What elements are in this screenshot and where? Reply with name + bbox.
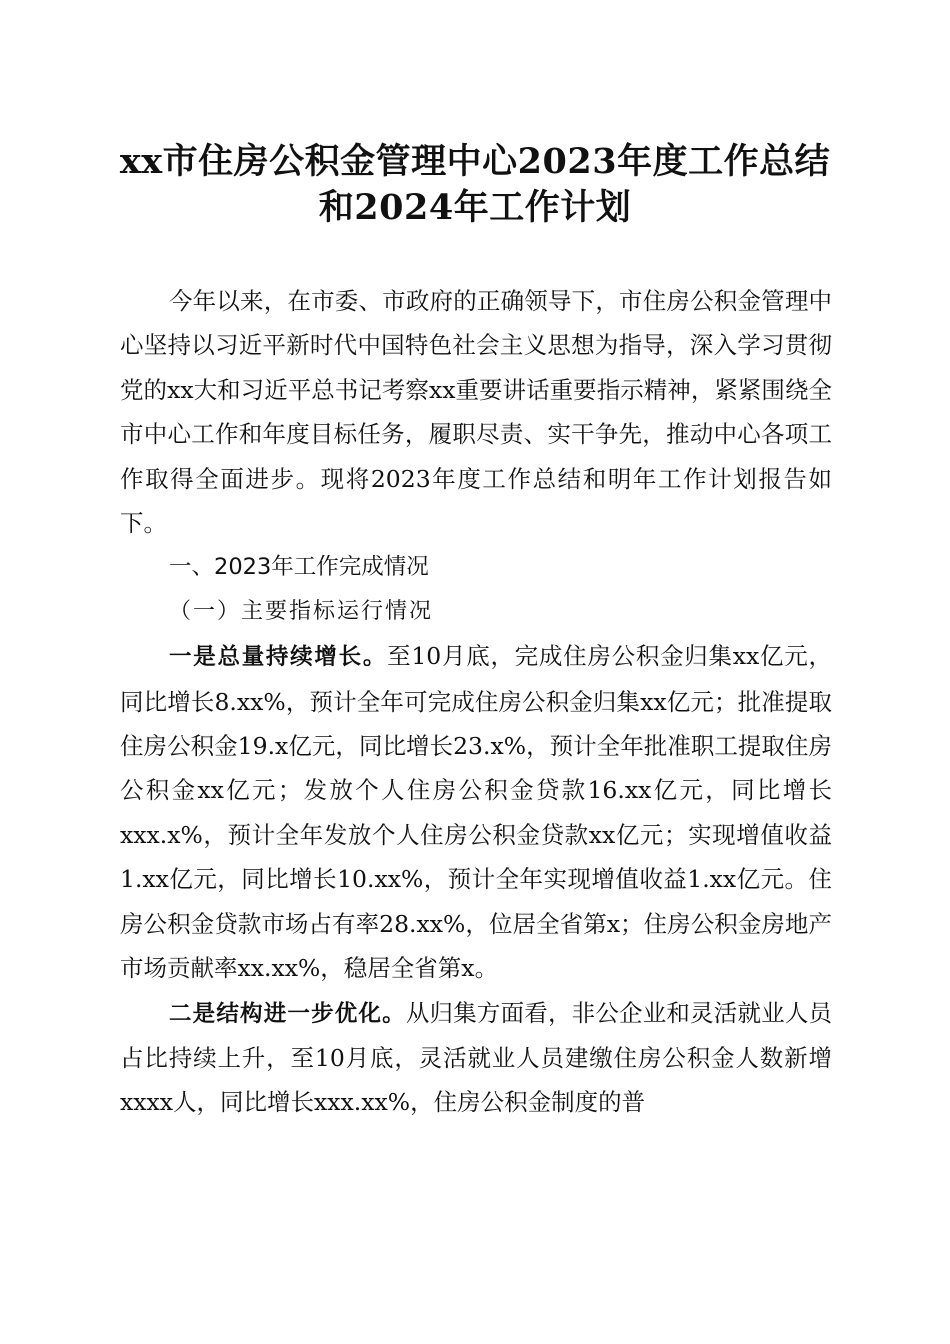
paragraph-lead: 二是结构进一步优化。	[169, 1000, 406, 1027]
subsection-heading: （一）主要指标运行情况	[169, 598, 434, 624]
paragraph-body: 至10月底，完成住房公积金归集xx亿元，同比增长8.xx%，预计全年可完成住房公积金归集xx亿元；批准提取住房公积金19.x亿元，同比增长23.x%，预计全年批准职工提取住房公积金xx亿元；发放个人住房公积金贷款16.xx亿元，同比增长xxx.x%，预计全年发放个人住房公积金贷款xx亿元；实现增值收益1.xx亿元，同比增长10.xx%，预计全年实现增值收益1.xx亿元。住房公积金贷款市场占有率28.xx%，位居全省第x；住房公积金房地产市场贡献率xx.xx%，稳居全省第x。	[120, 642, 832, 983]
paragraph-total-growth	[120, 634, 832, 990]
section-heading: 一、2023年工作完成情况	[169, 554, 429, 581]
document-body	[120, 279, 832, 1125]
document-title-line-1: xx市住房公积金管理中心2023年度工作总结	[119, 141, 831, 182]
intro-paragraph: 今年以来，在市委、市政府的正确领导下，市住房公积金管理中心坚持以习近平新时代中国特色社会主义思想为指导，深入学习贯彻党的xx大和习近平总书记考察xx重要讲话重要指示精神，紧紧围绕全市中心工作和年度目标任务，履职尽责、实干争先，推动中心各项工作取得全面进步。现将2023年度工作总结和明年工作计划报告如下。	[120, 287, 832, 538]
paragraph-lead: 一是总量持续增长。	[169, 644, 388, 671]
paragraph-structure	[120, 991, 832, 1125]
document-title-line-2: 和2024年工作计划	[318, 187, 632, 228]
paragraph-body: 从归集方面看，非公企业和灵活就业人员占比持续上升，至10月底，灵活就业人员建缴住房公积金人数新增xxxx人，同比增长xxx.xx%，住房公积金制度的普	[120, 998, 832, 1117]
